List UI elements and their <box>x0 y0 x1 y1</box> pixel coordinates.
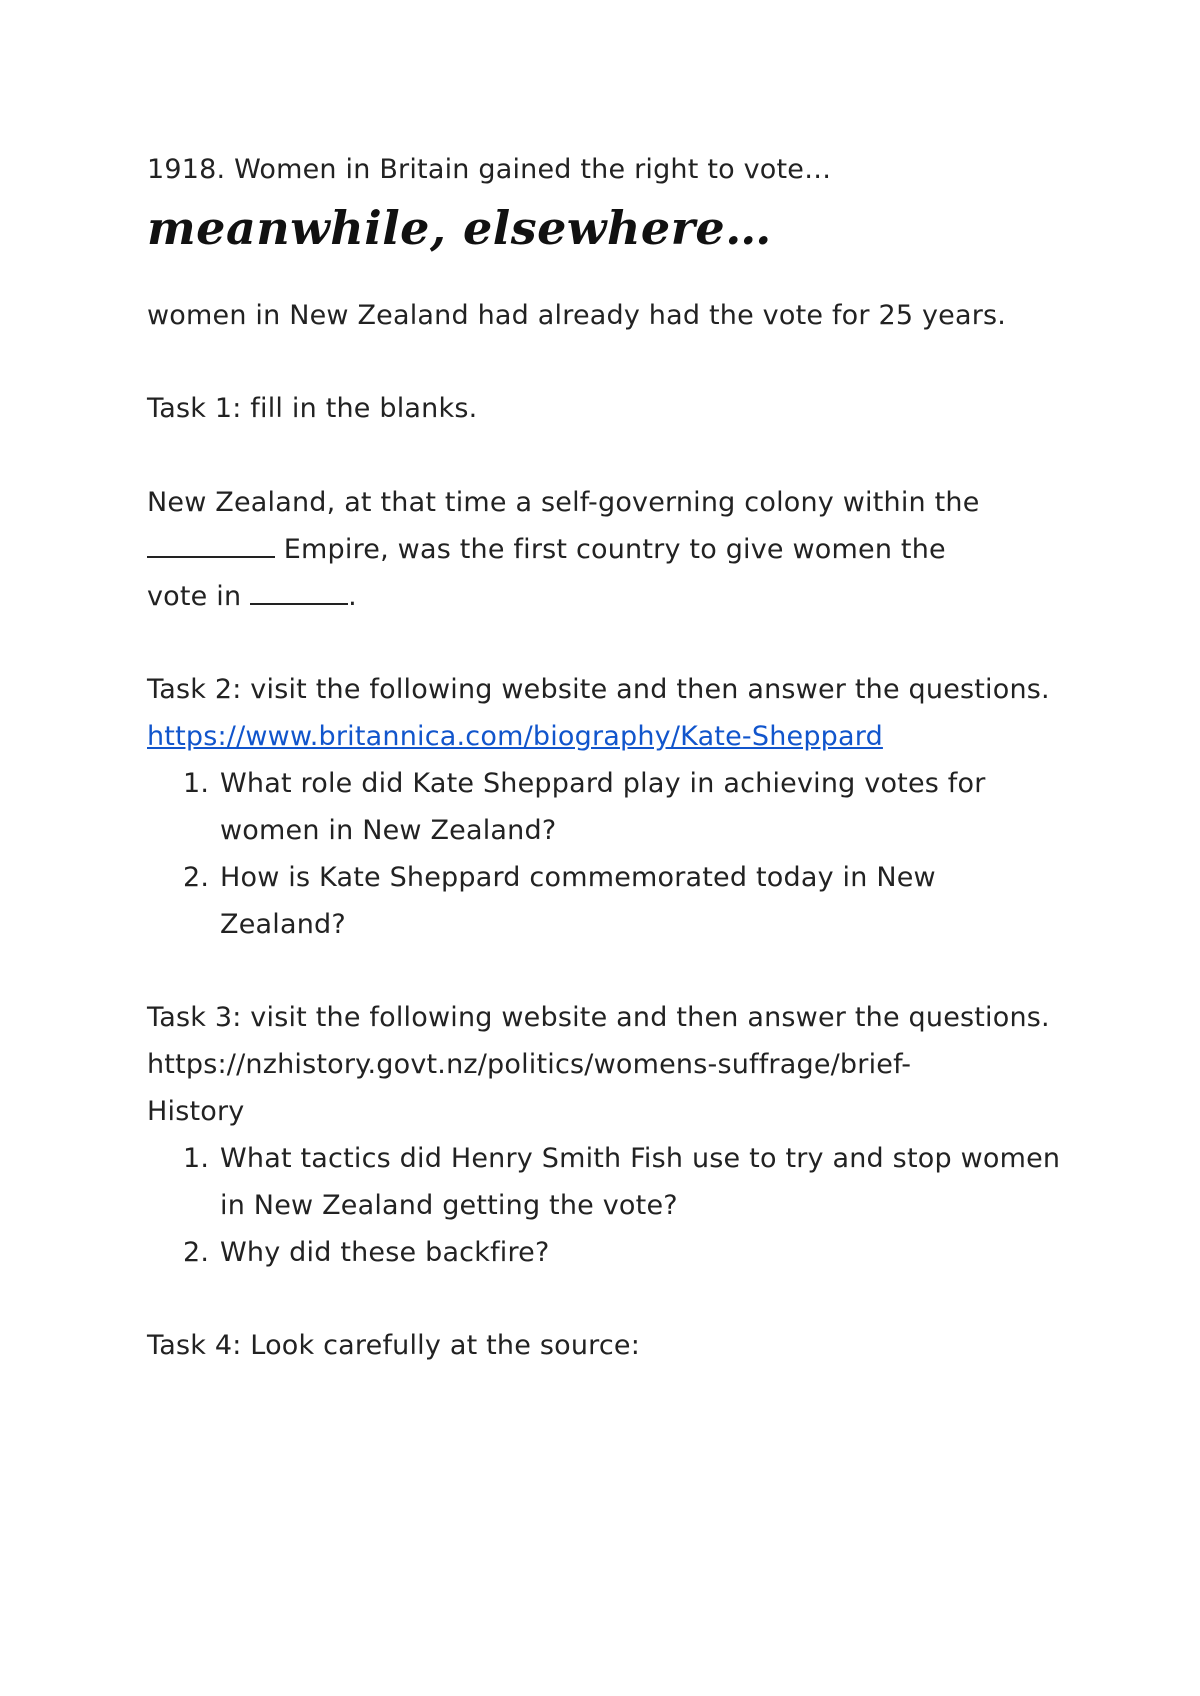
task4-section <box>147 1322 1067 1369</box>
list-item: 2. How is Kate Sheppard commemorated today in New Zealand? <box>183 862 936 940</box>
task2-questions <box>147 760 1067 948</box>
blank-empire[interactable] <box>147 555 275 558</box>
task3-section <box>147 994 1067 1276</box>
list-item: 1. What tactics did Henry Smith Fish use to try and stop women in New Zealand getting the vote? <box>183 1143 1061 1221</box>
intro-text: 1918. Women in Britain gained the right to vote… <box>147 154 832 185</box>
task1-section <box>147 385 1067 432</box>
task1-fill-text <box>147 479 1067 620</box>
nzhistory-url-line-2: History <box>147 1096 245 1127</box>
subtitle-text: women in New Zealand had already had the vote for 25 years. <box>147 300 1007 331</box>
page-title: meanwhile, elsewhere… <box>147 201 772 255</box>
list-item: 2. Why did these backfire? <box>183 1237 550 1268</box>
britannica-link[interactable]: https://www.britannica.com/biography/Kate-Sheppard <box>147 721 883 752</box>
task2-heading: Task 2: visit the following website and then answer the questions. <box>147 674 1050 705</box>
task1-line-2: Empire, was the first country to give women the <box>147 526 1067 573</box>
task1-line-3: vote in . <box>147 581 357 612</box>
list-item: 1. What role did Kate Sheppard play in achieving votes for women in New Zealand? <box>183 768 986 846</box>
task3-questions <box>147 1135 1067 1276</box>
task1-line-1: New Zealand, at that time a self-governing colony within the <box>147 487 980 518</box>
nzhistory-url-line-1: https://nzhistory.govt.nz/politics/womens-suffrage/brief- <box>147 1049 912 1080</box>
blank-year[interactable] <box>250 602 348 605</box>
task1-heading: Task 1: fill in the blanks. <box>147 393 478 424</box>
task3-heading: Task 3: visit the following website and then answer the questions. <box>147 1002 1050 1033</box>
task4-heading: Task 4: Look carefully at the source: <box>147 1330 640 1361</box>
task2-section <box>147 666 1067 948</box>
